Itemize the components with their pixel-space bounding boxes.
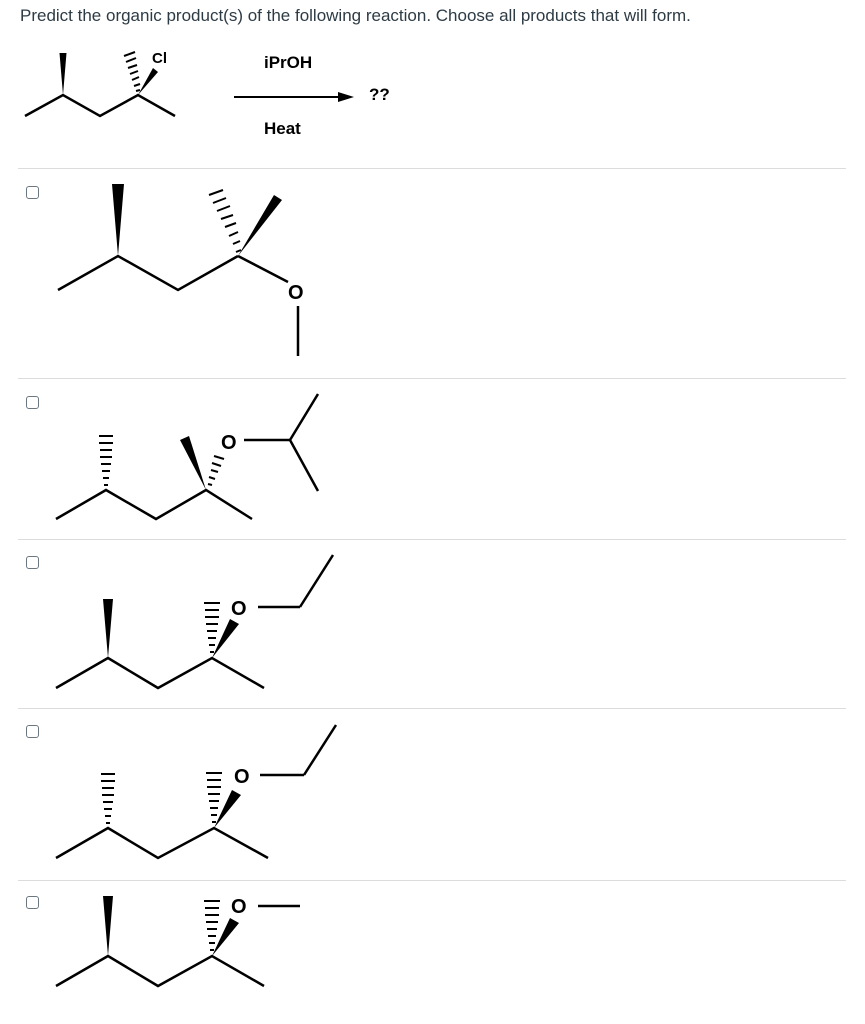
option-1-structure <box>0 170 340 370</box>
reaction-arrow <box>234 90 356 104</box>
option-2-atom-label: O <box>221 432 237 454</box>
option-5-atom-label: O <box>231 896 247 918</box>
reactant-structure <box>0 0 240 130</box>
divider <box>18 539 846 540</box>
divider <box>18 708 846 709</box>
product-placeholder: ?? <box>369 85 390 104</box>
option-2-structure <box>0 380 340 540</box>
reagent-label: iPrOH <box>264 53 313 72</box>
option-3-structure <box>0 541 360 701</box>
reactant-cl-label: Cl <box>152 50 167 67</box>
option-1-atom-label: O <box>288 282 304 304</box>
reactant-wedge-bond-cl <box>138 68 158 95</box>
option-4-atom-label: O <box>234 766 250 788</box>
divider <box>18 880 846 881</box>
reactant-wedge-bond <box>60 53 67 95</box>
question-text: Predict the organic product(s) of the following reaction. Choose all products that will form. <box>20 6 691 25</box>
option-5-structure <box>0 882 320 1012</box>
divider <box>18 378 846 379</box>
option-3-atom-label: O <box>231 598 247 620</box>
reactant-backbone <box>25 95 175 116</box>
reactant-hash-bond <box>124 52 140 91</box>
condition-label: Heat <box>264 119 301 138</box>
option-4-structure <box>0 710 360 870</box>
divider <box>18 168 846 169</box>
